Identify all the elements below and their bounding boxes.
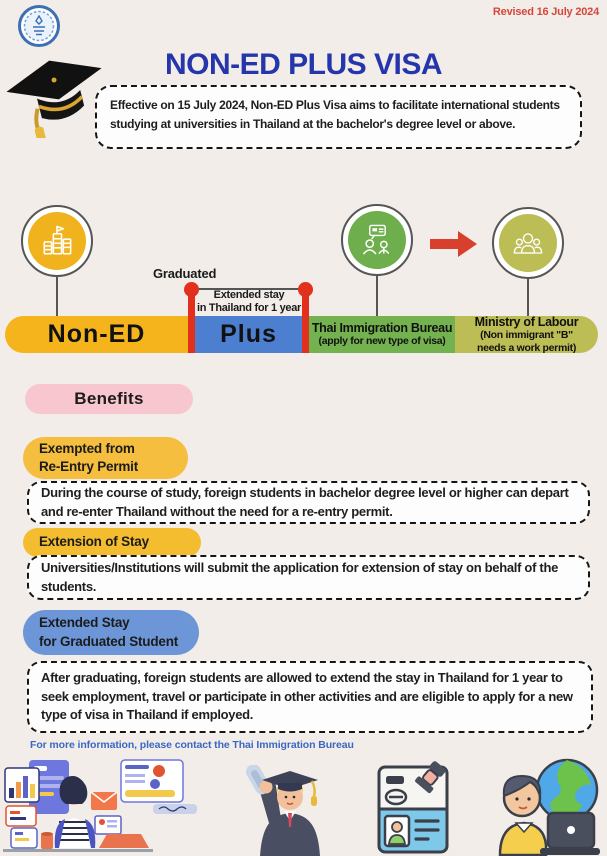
graduated-label: Graduated bbox=[153, 266, 217, 281]
student-globe-illustration bbox=[488, 756, 602, 856]
immigration-officer-icon bbox=[357, 220, 397, 260]
timeline-node-university bbox=[21, 205, 93, 277]
segment-sublabel: needs a work permit) bbox=[476, 341, 577, 354]
bar-segment-labour bbox=[455, 316, 598, 353]
benefit-tag-extended-stay: Extended Stay for Graduated Student bbox=[23, 610, 199, 655]
graduation-cap-icon bbox=[3, 56, 108, 138]
immigration-bureau-seal-icon bbox=[18, 5, 60, 47]
benefit-tag-re-entry: Exempted from Re-Entry Permit bbox=[23, 437, 188, 479]
bar-segment-immigration bbox=[309, 316, 455, 353]
segment-label: Non-ED bbox=[47, 320, 146, 348]
revised-date: Revised 16 July 2024 bbox=[492, 6, 599, 18]
red-divider bbox=[188, 290, 195, 353]
connector-line bbox=[56, 276, 58, 316]
university-building-icon bbox=[37, 221, 77, 261]
segment-label: Plus bbox=[220, 320, 277, 348]
timeline-node-immigration bbox=[341, 204, 413, 276]
benefit-tag-extension: Extension of Stay bbox=[23, 528, 201, 557]
red-divider bbox=[302, 290, 309, 353]
intro-text: Effective on 15 July 2024, Non-ED Plus Visa aims to facilitate international students studying at universities in Thailand at the bachelor's degree level or above. bbox=[110, 98, 560, 132]
page-title: NON-ED PLUS VISA bbox=[164, 48, 443, 81]
graduate-illustration bbox=[244, 765, 336, 856]
timeline-node-labour bbox=[492, 207, 564, 279]
connector-line bbox=[376, 275, 378, 316]
benefit-text-re-entry: During the course of study, foreign students in bachelor degree level or higher can depart and re-enter Thailand without the need for a re-entry permit. bbox=[27, 481, 590, 524]
arrow-right-icon bbox=[430, 230, 478, 258]
bar-segment-non-ed bbox=[5, 316, 188, 353]
contact-note: For more information, please contact the Thai Immigration Bureau bbox=[30, 739, 354, 751]
segment-sublabel: (apply for new type of visa) bbox=[318, 335, 446, 348]
extended-stay-note: Extended stay in Thailand for 1 year bbox=[196, 289, 302, 315]
office-illustration bbox=[3, 756, 211, 854]
segment-label: Ministry of Labour bbox=[474, 314, 579, 329]
connector-line bbox=[527, 278, 529, 316]
bar-segment-plus bbox=[195, 316, 302, 353]
segment-sublabel: (Non immigrant "B" bbox=[480, 329, 573, 342]
benefits-heading: Benefits bbox=[25, 384, 193, 414]
segment-label: Thai Immigration Bureau bbox=[311, 321, 453, 336]
labour-group-icon bbox=[508, 223, 548, 263]
benefit-text-extension: Universities/Institutions will submit the application for extension of stay on behalf of the students. bbox=[27, 555, 590, 600]
benefit-text-extended-stay: After graduating, foreign students are allowed to extend the stay in Thailand for 1 year to seek employment, travel or participate in other activities and are eligible to apply for a new type of visa in Thailand if employed. bbox=[27, 661, 593, 733]
intro-text-box bbox=[95, 85, 582, 149]
passport-stamp-illustration bbox=[369, 759, 457, 856]
